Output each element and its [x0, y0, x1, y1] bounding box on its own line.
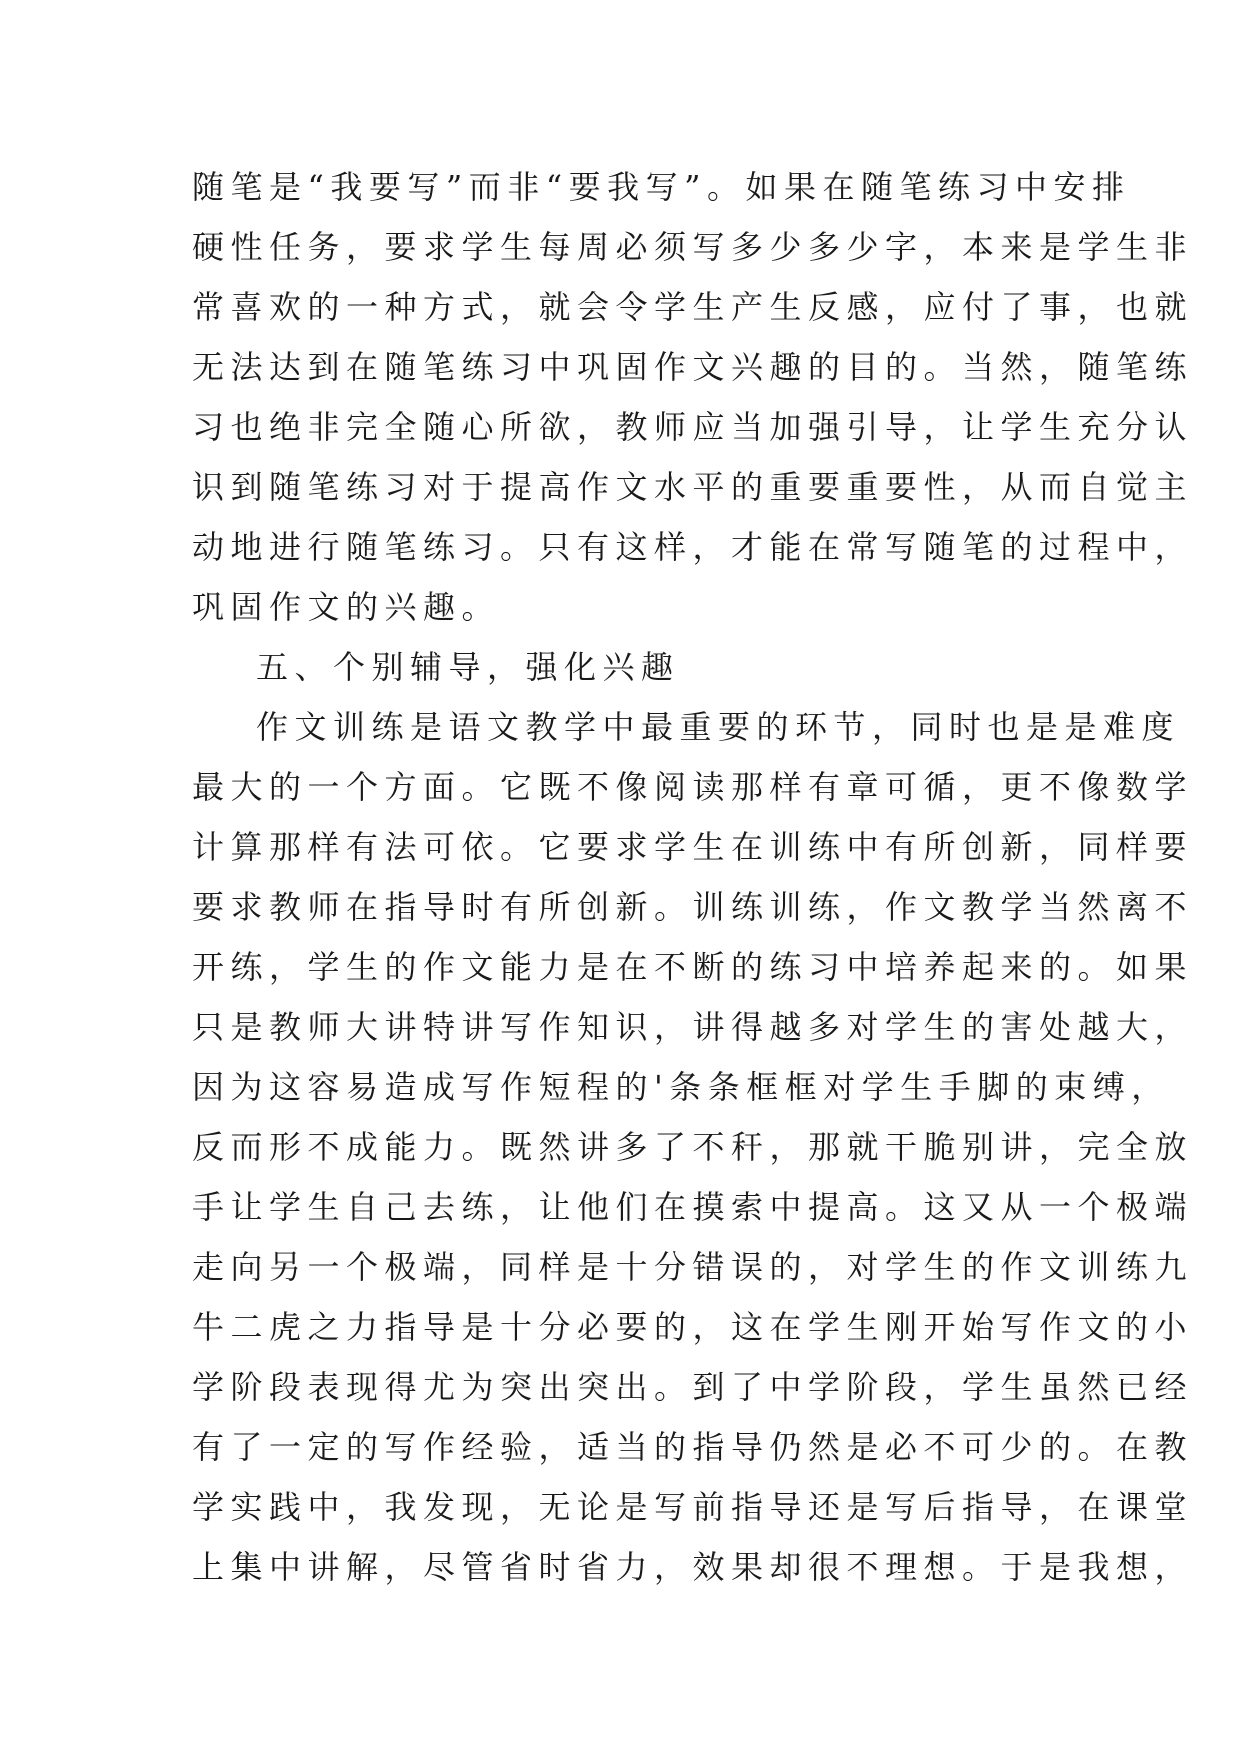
paragraph-first-line: 作文训练是语文教学中最重要的环节，同时也是是难度 — [256, 708, 1181, 746]
text-line: 动地进行随笔练习。只有这样，才能在常写随笔的过程中， — [192, 528, 1194, 566]
section-heading: 五、个别辅导，强化兴趣 — [256, 648, 680, 686]
text-line: 牛二虎之力指导是十分必要的，这在学生刚开始写作文的小 — [192, 1308, 1194, 1346]
text-line: 有了一定的写作经验，适当的指导仍然是必不可少的。在教 — [192, 1428, 1194, 1466]
text-line: 学实践中，我发现，无论是写前指导还是写后指导，在课堂 — [192, 1488, 1194, 1526]
text-line: 走向另一个极端，同样是十分错误的，对学生的作文训练九 — [192, 1248, 1194, 1286]
text-line: 巩固作文的兴趣。 — [192, 588, 501, 626]
text-line: 习也绝非完全随心所欲，教师应当加强引导，让学生充分认 — [192, 408, 1194, 446]
body-text — [192, 157, 1194, 1597]
text-line: 手让学生自己去练，让他们在摸索中提高。这又从一个极端 — [192, 1188, 1194, 1226]
text-line: 只是教师大讲特讲写作知识，讲得越多对学生的害处越大， — [192, 1008, 1194, 1046]
text-line: 无法达到在随笔练习中巩固作文兴趣的目的。当然，随笔练 — [192, 348, 1194, 386]
text-line: 反而形不成能力。既然讲多了不秆，那就干脆别讲，完全放 — [192, 1128, 1194, 1166]
text-line: 因为这容易造成写作短程的'条条框框对学生手脚的束缚， — [192, 1068, 1170, 1106]
text-line: 计算那样有法可依。它要求学生在训练中有所创新，同样要 — [192, 828, 1194, 866]
text-line: 学阶段表现得尤为突出突出。到了中学阶段，学生虽然已经 — [192, 1368, 1194, 1406]
text-line: 开练，学生的作文能力是在不断的练习中培养起来的。如果 — [192, 948, 1194, 986]
text-line: 硬性任务，要求学生每周必须写多少多少字，本来是学生非 — [192, 228, 1194, 266]
text-line: 要求教师在指导时有所创新。训练训练，作文教学当然离不 — [192, 888, 1194, 926]
text-line: 随笔是“我要写”而非“要我写”。如果在随笔练习中安排 — [192, 168, 1131, 206]
text-line: 最大的一个方面。它既不像阅读那样有章可循，更不像数学 — [192, 768, 1194, 806]
text-line: 识到随笔练习对于提高作文水平的重要重要性，从而自觉主 — [192, 468, 1194, 506]
text-line: 常喜欢的一种方式，就会令学生产生反感，应付了事，也就 — [192, 288, 1194, 326]
text-line: 上集中讲解，尽管省时省力，效果却很不理想。于是我想， — [192, 1548, 1194, 1586]
